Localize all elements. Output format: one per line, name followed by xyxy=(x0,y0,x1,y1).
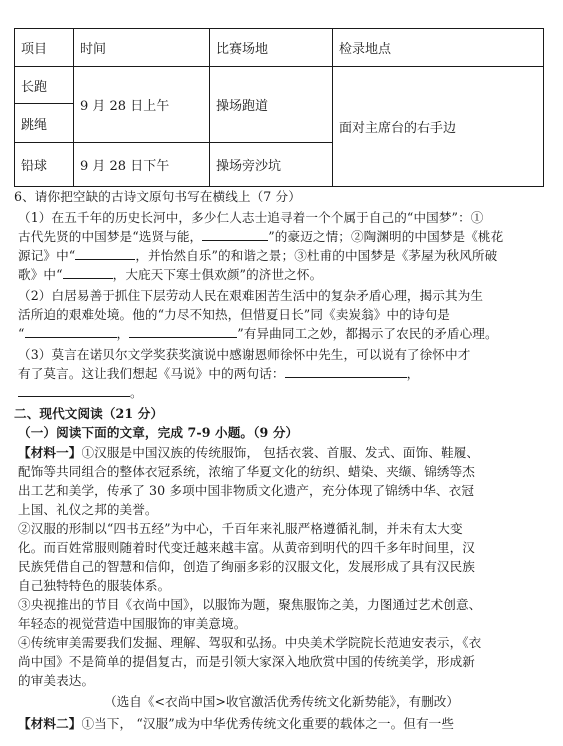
table-cell-time: 9 月 28 日下午 xyxy=(74,143,210,187)
table-row xyxy=(15,67,544,104)
text-segment: 古代先贤的中国梦是“选贤与能， xyxy=(18,229,203,244)
answer-blank[interactable] xyxy=(129,325,237,338)
q6-part2-line: 活所迫的艰难处境。他的“力尽不知热，但惜夏日长”同《卖炭翁》中的诗句是 xyxy=(18,307,450,322)
material-2-label: 【材料二】 xyxy=(18,716,82,731)
q6-part3-line: （3）莫言在诺贝尔文学奖获奖演说中感谢恩师徐怀中先生，可以说有了徐怀中才 xyxy=(18,347,471,362)
material-1-line: ②汉服的形制以“四书五经”为中心，千百年来礼服严格遵循礼制，并未有太大变 xyxy=(18,521,463,536)
material-1-line: 尚中国》不是简单的提倡复古，而是引领大家深入地欣赏中国的传统美学，形成新 xyxy=(18,654,475,669)
material-1-line: ④传统审美需要我们发掘、理解、驾驭和弘扬。中央美术学院院长范迪安表示，《衣 xyxy=(18,635,482,650)
material-1-line: 配饰等共同组合的整体衣冠系统，浓缩了华夏文化的纺织、蜡染、夹缬、锦绣等杰 xyxy=(18,464,475,479)
table-cell-time: 9 月 28 日上午 xyxy=(74,67,210,143)
q6-part1-line xyxy=(18,264,322,283)
material-1-line: ③央视推出的节目《衣尚中国》，以服饰为题，聚焦服饰之美，力图通过艺术创意、 xyxy=(18,597,482,612)
table-cell-event: 跳绳 xyxy=(15,104,74,143)
answer-blank[interactable] xyxy=(25,325,117,338)
material-1-line: 出工艺和美学，传承了 30 多项中国非物质文化遗产，充分体现了锦绣中华、衣冠 xyxy=(18,483,475,498)
text-segment: ①当下， “汉服”成为中华优秀传统文化重要的载体之一。但有一些 xyxy=(81,716,455,731)
answer-blank[interactable] xyxy=(285,365,407,378)
material-2-line xyxy=(18,713,454,732)
text-segment: ， xyxy=(116,326,130,341)
material-1-label: 【材料一】 xyxy=(18,445,82,460)
text-segment: 歌》中“ xyxy=(18,267,63,282)
material-1-line: 民族凭借自己的智慧和信仰，创造了绚丽多彩的汉服文化，发展形成了具有汉民族 xyxy=(18,559,475,574)
material-1-line: 的审美表达。 xyxy=(18,673,95,688)
q6-part1-line xyxy=(18,226,503,245)
text-segment: ①汉服是中国汉族的传统服饰， 包括衣裳、首服、发式、面饰、鞋履、 xyxy=(81,445,480,460)
q6-part1-line: （1）在五千年的历史长河中，多少仁人志士追寻着一个个属于自己的“中国梦”：① xyxy=(18,210,484,225)
text-segment: ，大庇天下寒士俱欢颜”的济世之怀。 xyxy=(112,267,323,282)
material-1-line: 年轻态的视觉营造中国服饰的审美意境。 xyxy=(18,616,247,631)
table-header: 比赛场地 xyxy=(210,29,333,67)
text-segment: ，并怡然自乐”的和谐之景；③杜甫的中国梦是《茅屋为秋风所破 xyxy=(135,248,498,263)
text-segment: 。 xyxy=(130,385,143,400)
table-cell-venue: 操场旁沙坑 xyxy=(210,143,333,187)
question-6-title: 6、请你把空缺的古诗文原句书写在横线上（7 分） xyxy=(14,189,301,204)
q6-part2-line xyxy=(18,323,498,342)
text-segment: 有了莫言。这让我们想起《马说》中的两句话： xyxy=(18,366,285,381)
text-segment: ”的豪迈之情；②陶渊明的中国梦是《桃花 xyxy=(268,229,504,244)
q6-part1-line xyxy=(18,245,497,264)
q6-part3-line xyxy=(18,382,143,401)
table-cell-venue: 操场跑道 xyxy=(210,67,333,143)
text-segment: ”有异曲同工之妙，都揭示了农民的矛盾心理。 xyxy=(237,326,498,341)
table-header: 时间 xyxy=(74,29,210,67)
table-header: 检录地点 xyxy=(333,29,544,67)
q6-part2-line: （2）白居易善于抓住下层劳动人民在艰难困苦生活中的复杂矛盾心理，揭示其为生 xyxy=(18,288,484,303)
q6-part3-line xyxy=(18,363,419,382)
material-1-line: 自己独特特色的服装体系。 xyxy=(18,578,171,593)
table-cell-event: 长跑 xyxy=(15,67,74,104)
material-1-line: 化。而百姓常服则随着时代变迁越来越丰富。从黄帝到明代的四千多年时间里，汉 xyxy=(18,540,475,555)
text-segment: ， xyxy=(406,366,420,381)
answer-blank[interactable] xyxy=(75,247,135,260)
table-header-row xyxy=(15,29,544,67)
reading-subtitle: （一）阅读下面的文章，完成 7-9 小题。（9 分） xyxy=(18,425,299,440)
table-cell-event: 铅球 xyxy=(15,143,74,187)
material-1-line xyxy=(18,442,479,461)
answer-blank[interactable] xyxy=(202,228,268,241)
answer-blank[interactable] xyxy=(18,384,130,397)
table-header: 项目 xyxy=(15,29,74,67)
section-2-title: 二、现代文阅读（21 分） xyxy=(14,406,164,421)
source-citation: （选自《<衣尚中国>收官激活优秀传统文化新势能》，有删改） xyxy=(104,694,459,709)
answer-blank[interactable] xyxy=(63,266,113,279)
text-segment: 源记》中“ xyxy=(18,248,76,263)
text-segment: “ xyxy=(18,326,25,341)
material-1-line: 上国、礼仪之邦的美誉。 xyxy=(18,502,158,517)
table-cell-checkin: 面对主席台的右手边 xyxy=(333,67,544,187)
schedule-table xyxy=(14,28,544,187)
